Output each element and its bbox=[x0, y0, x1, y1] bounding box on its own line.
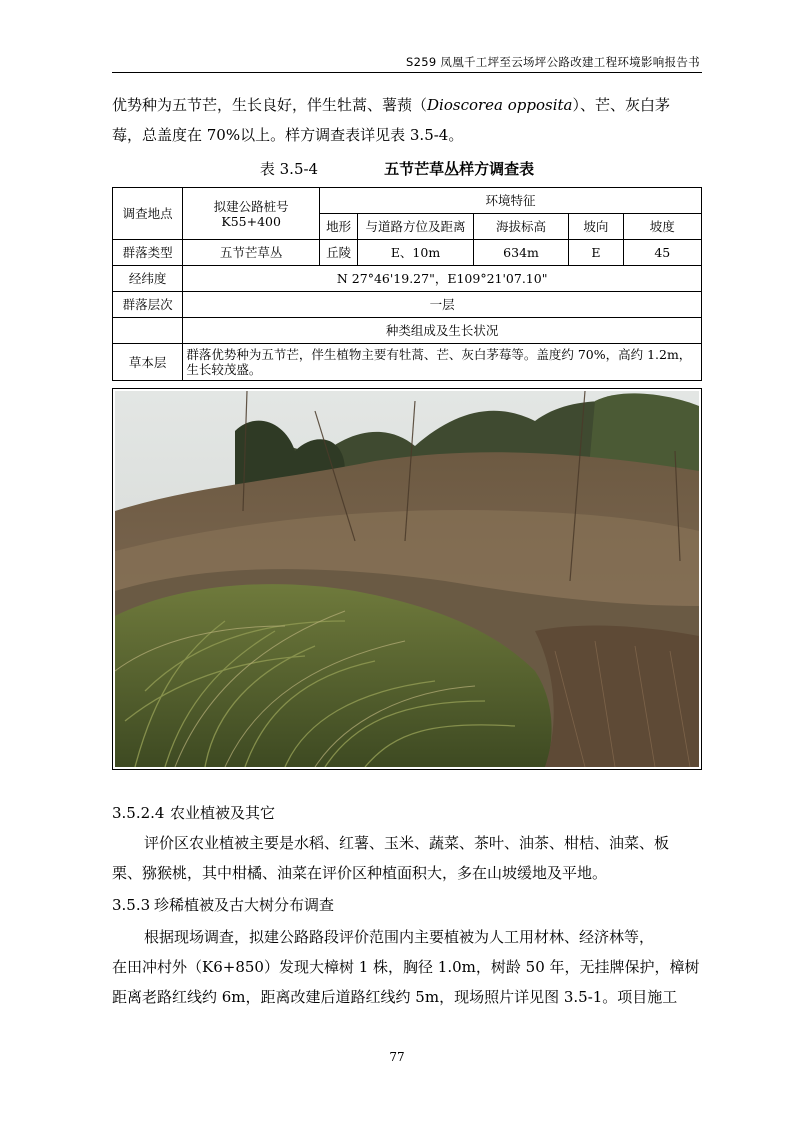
herb-value: 群落优势种为五节芒，伴生植物主要有牡蒿、芒、灰白茅莓等。盖度约 70%，高约 1.2m，生长较茂盛。 bbox=[183, 344, 702, 381]
site-value: 拟建公路桩号 K55+400 bbox=[183, 188, 320, 240]
section-3524-number: 3.5.2.4 bbox=[112, 804, 165, 822]
survey-table bbox=[112, 187, 702, 381]
species-label-spacer bbox=[113, 318, 183, 344]
community-value: 五节芒草丛 bbox=[183, 240, 320, 266]
table-number: 表 3.5-4 bbox=[259, 160, 319, 178]
community-label: 群落类型 bbox=[113, 240, 183, 266]
section-3524-line-1: 评价区农业植被主要是水稻、红薯、玉米、蔬菜、茶叶、油茶、柑桔、油菜、板 bbox=[144, 834, 670, 852]
section-353-line-3: 距离老路红线约 6m，距离改建后道路红线约 5m，现场照片详见图 3.5-1。项目施工 bbox=[112, 988, 678, 1006]
section-353-number: 3.5.3 bbox=[112, 896, 151, 914]
layer-value: 一层 bbox=[183, 292, 702, 318]
env-header-aspect: 坡向 bbox=[569, 214, 623, 240]
env-header-slope: 坡度 bbox=[623, 214, 701, 240]
herb-label: 草本层 bbox=[113, 344, 183, 381]
section-3524-heading bbox=[112, 798, 275, 828]
species-label: 种类组成及生长状况 bbox=[183, 318, 702, 344]
latlon-value: N 27°46'19.27"，E109°21'07.10" bbox=[183, 266, 702, 292]
page-header bbox=[112, 52, 702, 73]
intro-line-1: 优势种为五节芒，生长良好，伴生牡蒿、薯蓣（Dioscorea opposita）、芒、灰白茅 bbox=[112, 96, 671, 114]
field-photo-image bbox=[115, 391, 699, 767]
section-3524-line-2: 栗、猕猴桃，其中柑橘、油菜在评价区种植面积大，多在山坡缓地及平地。 bbox=[112, 864, 608, 882]
section-353-title: 珍稀植被及古大树分布调查 bbox=[154, 896, 335, 914]
section-353-heading bbox=[112, 890, 334, 920]
site-label: 调查地点 bbox=[113, 188, 183, 240]
section-353-line-2: 在田冲村外（K6+850）发现大樟树 1 株，胸径 1.0m，树龄 50 年，无挂牌保护，樟树 bbox=[112, 958, 700, 976]
env-value-direction: E、10m bbox=[358, 240, 474, 266]
header-title: S259 凤凰千工坪至云场坪公路改建工程环境影响报告书 bbox=[405, 55, 700, 69]
table-title: 五节芒草丛样方调查表 bbox=[384, 160, 535, 178]
section-3524-title: 农业植被及其它 bbox=[170, 804, 276, 822]
field-photo bbox=[112, 388, 702, 770]
latlon-label: 经纬度 bbox=[113, 266, 183, 292]
env-header-direction: 与道路方位及距离 bbox=[358, 214, 474, 240]
env-value-slope: 45 bbox=[623, 240, 701, 266]
env-header-terrain: 地形 bbox=[320, 214, 358, 240]
layer-label: 群落层次 bbox=[113, 292, 183, 318]
env-label: 环境特征 bbox=[320, 188, 702, 214]
intro-line-2: 莓，总盖度在 70%以上。样方调查表详见表 3.5-4。 bbox=[112, 126, 464, 144]
latin-name: Dioscorea opposita bbox=[427, 96, 573, 114]
section-353-line-1: 根据现场调查，拟建公路路段评价范围内主要植被为人工用材林、经济林等， bbox=[144, 928, 655, 946]
env-header-altitude: 海拔标高 bbox=[473, 214, 568, 240]
env-value-altitude: 634m bbox=[473, 240, 568, 266]
env-value-aspect: E bbox=[569, 240, 623, 266]
env-value-terrain: 丘陵 bbox=[320, 240, 358, 266]
table-caption bbox=[0, 158, 794, 179]
page-number: 77 bbox=[389, 1050, 405, 1064]
